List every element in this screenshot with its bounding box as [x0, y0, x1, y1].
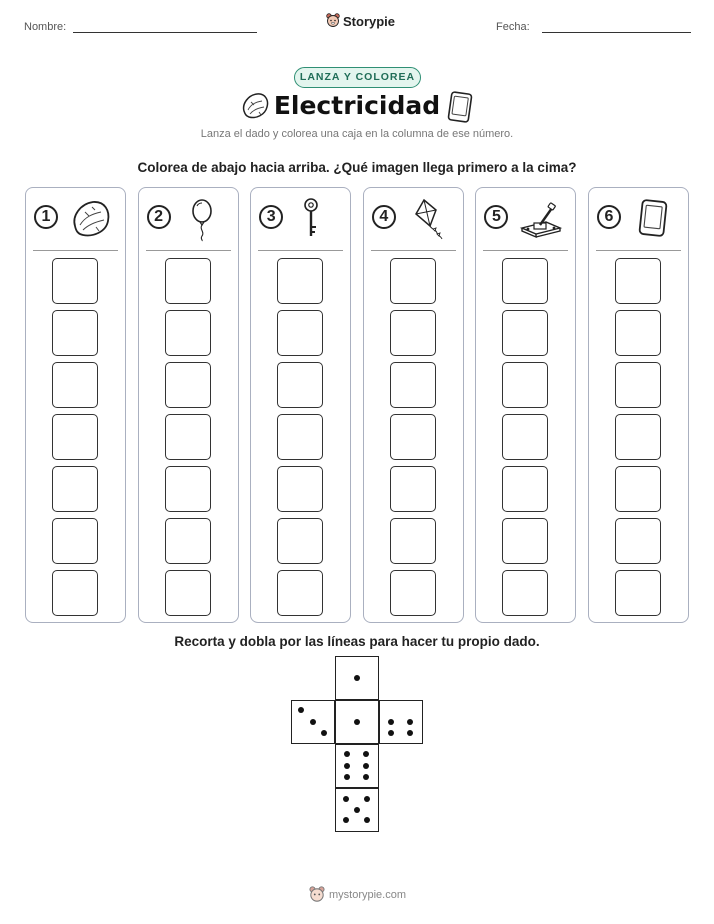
color-box[interactable]: [390, 310, 436, 356]
column-4: [363, 187, 464, 623]
color-box[interactable]: [165, 310, 211, 356]
color-box[interactable]: [502, 258, 548, 304]
color-box[interactable]: [165, 414, 211, 460]
brand-logo: [326, 13, 395, 29]
color-box[interactable]: [390, 518, 436, 564]
activity-badge: LANZA Y COLOREA: [294, 67, 421, 88]
column-number: 4: [372, 205, 396, 229]
subtitle: Lanza el dado y colorea una caja en la columna de ese número.: [200, 128, 514, 140]
color-box[interactable]: [502, 310, 548, 356]
color-box[interactable]: [165, 570, 211, 616]
color-box[interactable]: [277, 310, 323, 356]
color-box[interactable]: [615, 310, 661, 356]
storypie-mascot-icon: [309, 886, 325, 904]
color-box[interactable]: [165, 466, 211, 512]
color-box[interactable]: [277, 466, 323, 512]
color-box[interactable]: [615, 570, 661, 616]
color-box[interactable]: [277, 518, 323, 564]
column-divider: [146, 250, 231, 251]
color-box[interactable]: [52, 414, 98, 460]
color-box[interactable]: [390, 258, 436, 304]
column-6: [588, 187, 689, 623]
color-box[interactable]: [615, 414, 661, 460]
die-pip: [298, 707, 304, 713]
die-pip: [388, 730, 394, 736]
rock-icon: [68, 196, 114, 242]
tablet-icon: [446, 91, 474, 123]
die-face-3: [291, 700, 335, 744]
name-line: [73, 32, 257, 33]
color-box[interactable]: [277, 258, 323, 304]
color-box[interactable]: [502, 570, 548, 616]
color-box[interactable]: [502, 414, 548, 460]
die-pip: [364, 796, 370, 802]
color-box[interactable]: [52, 518, 98, 564]
column-number: 6: [597, 205, 621, 229]
column-divider: [483, 250, 568, 251]
color-box[interactable]: [52, 310, 98, 356]
die-pip: [344, 763, 350, 769]
column-divider: [596, 250, 681, 251]
storypie-mascot-icon: [326, 13, 340, 29]
column-number: 5: [484, 205, 508, 229]
color-box[interactable]: [165, 362, 211, 408]
rock-icon: [239, 90, 271, 122]
date-line: [542, 32, 691, 33]
footer-url[interactable]: mystorypie.com: [329, 889, 407, 901]
die-face-1: [335, 656, 379, 700]
die-pip: [343, 796, 349, 802]
column-1: [25, 187, 126, 623]
column-number: 1: [34, 205, 58, 229]
color-box[interactable]: [165, 518, 211, 564]
die-pip: [344, 751, 350, 757]
color-box[interactable]: [502, 466, 548, 512]
column-number: 3: [259, 205, 283, 229]
color-box[interactable]: [502, 362, 548, 408]
color-box[interactable]: [390, 570, 436, 616]
color-box[interactable]: [615, 362, 661, 408]
tablet-icon: [631, 196, 677, 242]
color-box[interactable]: [52, 362, 98, 408]
column-3: [250, 187, 351, 623]
color-box[interactable]: [165, 258, 211, 304]
die-face-5: [335, 788, 379, 832]
instruction: Colorea de abajo hacia arriba. ¿Qué imagen llega primero a la cima?: [137, 160, 577, 175]
kite-icon: [406, 196, 452, 242]
die-face-6: [335, 744, 379, 788]
color-box[interactable]: [615, 466, 661, 512]
switch-icon: [518, 196, 564, 242]
color-box[interactable]: [502, 518, 548, 564]
column-2: [138, 187, 239, 623]
name-label: Nombre:: [24, 21, 67, 33]
die-pip: [354, 807, 360, 813]
color-box[interactable]: [52, 570, 98, 616]
column-5: [475, 187, 576, 623]
color-box[interactable]: [277, 570, 323, 616]
die-pip: [321, 730, 327, 736]
color-box[interactable]: [277, 414, 323, 460]
die-pip: [343, 817, 349, 823]
die-pip: [363, 774, 369, 780]
die-pip: [388, 719, 394, 725]
brand-name: Storypie: [343, 13, 396, 29]
die-pip: [310, 719, 316, 725]
column-divider: [258, 250, 343, 251]
die-pip: [354, 675, 360, 681]
color-box[interactable]: [390, 414, 436, 460]
die-face-4: [379, 700, 423, 744]
color-box[interactable]: [615, 518, 661, 564]
die-pip: [364, 817, 370, 823]
column-number: 2: [147, 205, 171, 229]
color-box[interactable]: [615, 258, 661, 304]
column-divider: [33, 250, 118, 251]
die-pip: [363, 763, 369, 769]
footer: [309, 886, 406, 904]
cut-instruction: Recorta y dobla por las líneas para hacer tu propio dado.: [174, 634, 540, 649]
die-pip: [344, 774, 350, 780]
die-pip: [407, 730, 413, 736]
date-label: Fecha:: [496, 21, 530, 33]
balloon-icon: [181, 196, 227, 242]
color-box[interactable]: [390, 362, 436, 408]
die-face-1: [335, 700, 379, 744]
color-box[interactable]: [277, 362, 323, 408]
column-divider: [371, 250, 456, 251]
die-pip: [354, 719, 360, 725]
die-pip: [363, 751, 369, 757]
color-box[interactable]: [52, 258, 98, 304]
key-icon: [293, 196, 339, 242]
color-box[interactable]: [390, 466, 436, 512]
page-title: Electricidad: [273, 91, 441, 120]
color-box[interactable]: [52, 466, 98, 512]
die-pip: [407, 719, 413, 725]
